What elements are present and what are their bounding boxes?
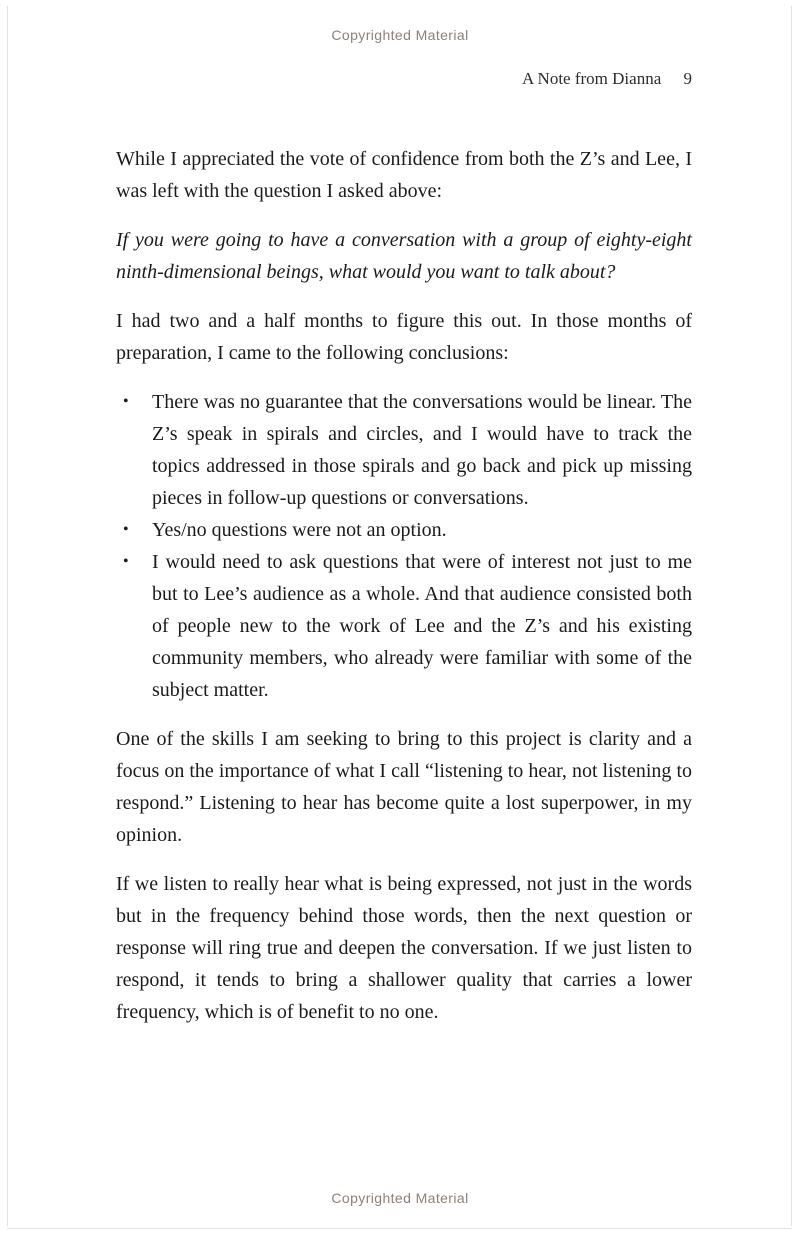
list-item-text: Yes/no questions were not an option. (152, 519, 447, 541)
list-item-text: There was no guarantee that the conversations would be linear. The Z’s speak in spirals and circles, and I would have to track the topics addressed in those spirals and go back and pick up missing pieces in follow-up questions or conversations. (152, 391, 692, 509)
page-edge-right (791, 6, 792, 1226)
paragraph-months: I had two and a half months to figure this out. In those months of preparation, I came to the following conclusions: (116, 310, 692, 364)
running-header (0, 69, 800, 89)
paragraph-skills: One of the skills I am seeking to bring to this project is clarity and a focus on the importance of what I call “listening to hear, not listening to respond.” Listening to hear has become quite a lost superpower, in my opinion. (116, 728, 692, 846)
paragraph-listen: If we listen to really hear what is being expressed, not just in the words but in the frequency behind those words, then the next question or response will ring true and deepen the conversation. If we just listen to respond, it tends to bring a shallower quality that carries a lower frequency, which is of benefit to no one. (116, 873, 692, 1023)
page-body (0, 143, 800, 1028)
page-edge-left (7, 6, 8, 1226)
bullet-icon: • (123, 393, 129, 410)
copyright-notice-top: Copyrighted Material (331, 27, 469, 43)
list-item-text: I would need to ask questions that were of interest not just to me but to Lee’s audience as a whole. And that audience consisted both of people new to the work of Lee and the Z’s and his existing community members, who already were familiar with some of the subject matter. (152, 551, 692, 701)
copyright-notice-bottom: Copyrighted Material (331, 1190, 469, 1206)
conclusions-list (116, 386, 692, 706)
bullet-icon: • (123, 553, 129, 570)
page-edge-bottom (7, 1228, 792, 1229)
bullet-icon: • (123, 521, 129, 538)
question-quote: If you were going to have a conversation with a group of eighty-eight ninth-dimensional beings, what would you want to talk about? (116, 229, 692, 283)
list-item (116, 514, 692, 546)
paragraph-intro: While I appreciated the vote of confidence from both the Z’s and Lee, I was left with the question I asked above: (116, 148, 692, 202)
list-item (116, 386, 692, 514)
chapter-title: A Note from Dianna (521, 69, 662, 88)
page-number: 9 (683, 69, 692, 88)
list-item (116, 546, 692, 706)
